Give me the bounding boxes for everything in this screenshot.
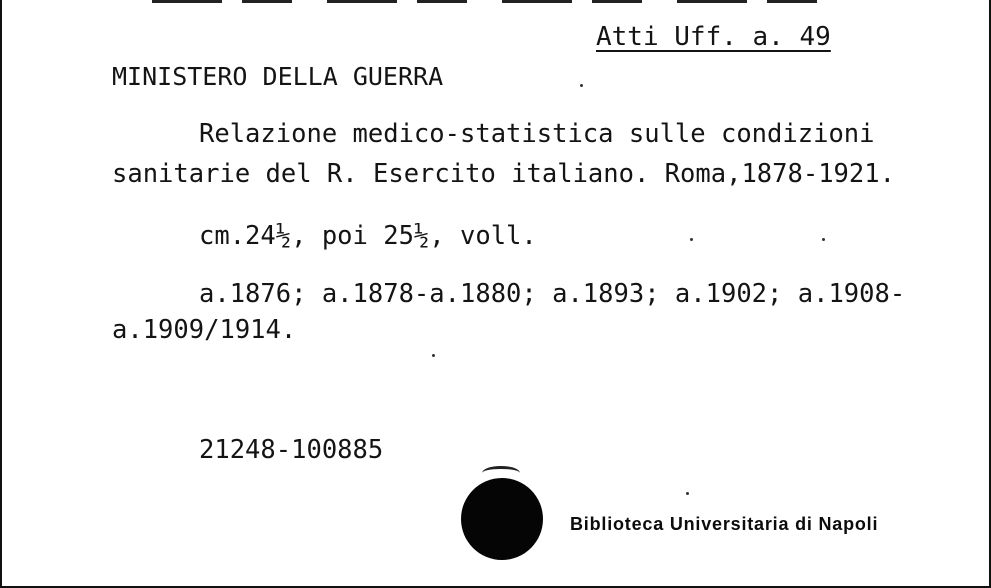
ink-speck [822,238,825,241]
physical-description: cm.24½, poi 25½, voll. [199,221,537,251]
title-line-2: sanitarie del R. Esercito italiano. Roma,1878-1921. [112,159,895,189]
library-name: Biblioteca Universitaria di Napoli [570,514,879,534]
ink-speck [580,84,583,87]
ink-speck [432,354,435,357]
author-heading: MINISTERO DELLA GUERRA [112,62,444,91]
shelfmark: Atti Uff. a. 49 [596,22,831,52]
holdings-line-2: a.1909/1914. [112,315,297,345]
control-number: 21248-100885 [199,435,384,465]
title-line-1: Relazione medico-statistica sulle condizioni [199,119,875,149]
ink-speck [690,238,693,241]
card-top-edge [152,0,832,3]
library-stamp-mark [461,478,543,560]
ink-speck [686,492,689,495]
holdings-line-1: a.1876; a.1878-a.1880; a.1893; a.1902; a.1908- [199,279,906,309]
